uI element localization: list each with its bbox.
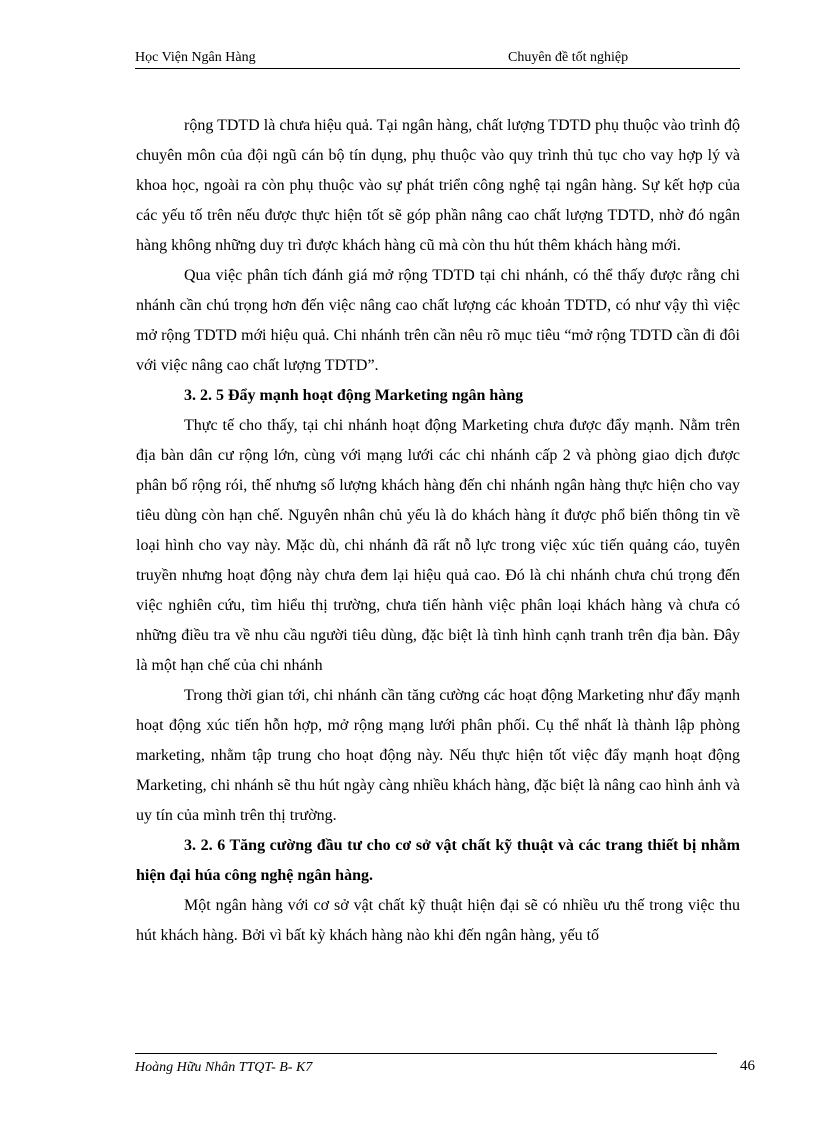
- section-heading-3-2-6: 3. 2. 6 Tăng cường đầu tư cho cơ sở vật chất kỹ thuật và các trang thiết bị nhằm hiện đại húa công nghệ ngân hàng.: [136, 837, 740, 884]
- page-number: 46: [740, 1058, 755, 1074]
- paragraph-1: rộng TDTD là chưa hiệu quả. Tại ngân hàng, chất lượng TDTD phụ thuộc vào trình độ chuyên môn của đội ngũ cán bộ tín dụng, phụ thuộc vào quy trình thủ tục cho vay hợp lý và khoa học, ngoài ra còn phụ thuộc vào sự phát triển công nghệ tại ngân hàng. Sự kết hợp của các yếu tố trên nếu được thực hiện tốt sẽ góp phần nâng cao chất lượng TDTD, nhờ đó ngân hàng không những duy trì được khách hàng cũ mà còn thu hút thêm khách hàng mới.: [136, 117, 740, 254]
- footer-divider: [135, 1053, 717, 1054]
- header-divider: [135, 68, 740, 69]
- header-institution: Học Viện Ngân Hàng: [135, 50, 256, 65]
- paragraph-5: Một ngân hàng với cơ sở vật chất kỹ thuật hiện đại sẽ có nhiều ưu thế trong việc thu hút khách hàng. Bởi vì bất kỳ khách hàng nào khi đến ngân hàng, yếu tố: [136, 897, 740, 944]
- paragraph-3: Thực tế cho thấy, tại chi nhánh hoạt động Marketing chưa được đẩy mạnh. Nằm trên địa bàn dân cư rộng lớn, cùng với mạng lưới các chi nhánh cấp 2 và phòng giao dịch được phân bố rộng rói, thế nhưng số lượng khách hàng đến chi nhánh ngân hàng thực hiện cho vay tiêu dùng còn hạn chế. Nguyên nhân chủ yếu là do khách hàng ít được phổ biến thông tin về loại hình cho vay này. Mặc dù, chi nhánh đã rất nỗ lực trong việc xúc tiến quảng cáo, tuyên truyền nhưng hoạt động này chưa đem lại hiệu quả cao. Đó là chi nhánh chưa chú trọng đến việc nghiên cứu, tìm hiểu thị trường, chưa tiến hành việc phân loại khách hàng và chưa có những điều tra về nhu cầu người tiêu dùng, đặc biệt là tình hình cạnh tranh trên địa bàn. Đây là một hạn chế của chi nhánh: [136, 417, 740, 674]
- header-doc-type: Chuyên đề tốt nghiệp: [508, 50, 629, 65]
- page-body: [136, 111, 740, 951]
- paragraph-4: Trong thời gian tới, chi nhánh cần tăng cường các hoạt động Marketing như đẩy mạnh hoạt động xúc tiến hỗn hợp, mở rộng mạng lưới phân phối. Cụ thể nhất là thành lập phòng marketing, nhằm tập trung cho hoạt động này. Nếu thực hiện tốt việc đẩy mạnh hoạt động Marketing, chi nhánh sẽ thu hút ngày càng nhiều khách hàng, đặc biệt là nâng cao hình ảnh và uy tín của mình trên thị trường.: [136, 687, 740, 824]
- paragraph-2: Qua việc phân tích đánh giá mở rộng TDTD tại chi nhánh, có thể thấy được rằng chi nhánh cần chú trọng hơn đến việc nâng cao chất lượng các khoản TDTD, có như vậy thì việc mở rộng TDTD mới hiệu quả. Chi nhánh trên cần nêu rõ mục tiêu “mở rộng TDTD cần đi đôi với việc nâng cao chất lượng TDTD”.: [136, 267, 740, 374]
- footer-author: Hoàng Hữu Nhân TTQT- B- K7: [135, 1060, 313, 1075]
- section-heading-3-2-5: 3. 2. 5 Đẩy mạnh hoạt động Marketing ngân hàng: [184, 387, 524, 404]
